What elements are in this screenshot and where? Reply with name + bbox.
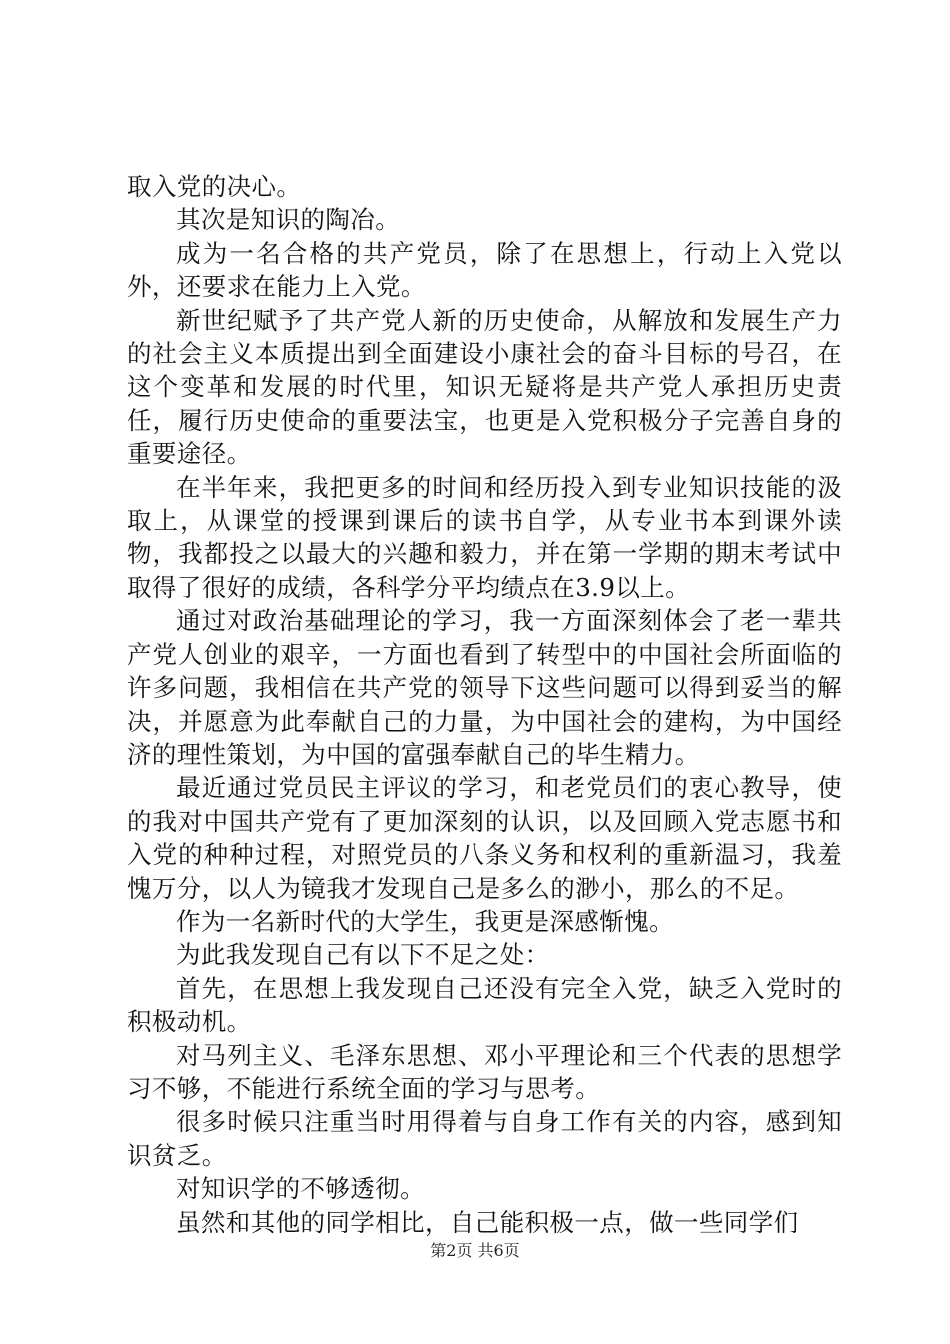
paragraph-3: 成为一名合格的共产党员，除了在思想上，行动上入党以外，还要求在能力上入党。 [127,238,842,302]
paragraph-13: 对知识学的不够透彻。 [176,1174,425,1204]
paragraph-6: 通过对政治基础理论的学习，我一方面深刻体会了老一辈共产党人创业的艰辛，一方面也看到了转型中的中国社会所面临的许多问题，我相信在共产党的领导下这些问题可以得到妥当的解决，并愿意为此奉献自己的力量，为中国社会的建构，为中国经济的理性策划，为中国的富强奉献自己的毕生精力。 [127,606,842,769]
paragraph-10: 首先，在思想上我发现自己还没有完全入党，缺乏入党时的积极动机。 [127,973,842,1037]
paragraph-12: 很多时候只注重当时用得着与自身工作有关的内容，感到知识贫乏。 [127,1107,842,1170]
paragraph-11: 对马列主义、毛泽东思想、邓小平理论和三个代表的思想学习不够，不能进行系统全面的学习与思考。 [127,1040,842,1103]
document-body [127,170,842,1239]
paragraph-9: 为此我发现自己有以下不足之处： [176,940,550,970]
paragraph-7: 最近通过党员民主评议的学习，和老党员们的衷心教导，使的我对中国共产党有了更加深刻的认识，以及回顾入党志愿书和入党的种种过程，对照党员的八条义务和权利的重新温习，我羞愧万分，以人为镜我才发现自己是多么的渺小，那么的不足。 [127,773,842,903]
paragraph-4: 新世纪赋予了共产党人新的历史使命，从解放和发展生产力的社会主义本质提出到全面建设小康社会的奋斗目标的号召，在这个变革和发展的时代里，知识无疑将是共产党人承担历史责任，履行历史使命的重要法宝，也更是入党积极分子完善自身的重要途径。 [127,305,842,469]
paragraph-2: 其次是知识的陶冶。 [176,205,401,235]
paragraph-14: 虽然和其他的同学相比，自己能积极一点，做一些同学们 [176,1207,799,1237]
paragraph-5: 在半年来，我把更多的时间和经历投入到专业知识技能的汲取上，从课堂的授课到课后的读书自学，从专业书本到课外读物，我都投之以最大的兴趣和毅力，并在第一学期的期末考试中取得了很好的成绩，各科学分平均绩点在3.9以上。 [127,472,842,602]
paragraph-1: 取入党的决心。 [127,172,302,201]
page-number-footer: 第2页 共6页 [430,1241,520,1260]
paragraph-8: 作为一名新时代的大学生，我更是深感惭愧。 [176,906,674,936]
